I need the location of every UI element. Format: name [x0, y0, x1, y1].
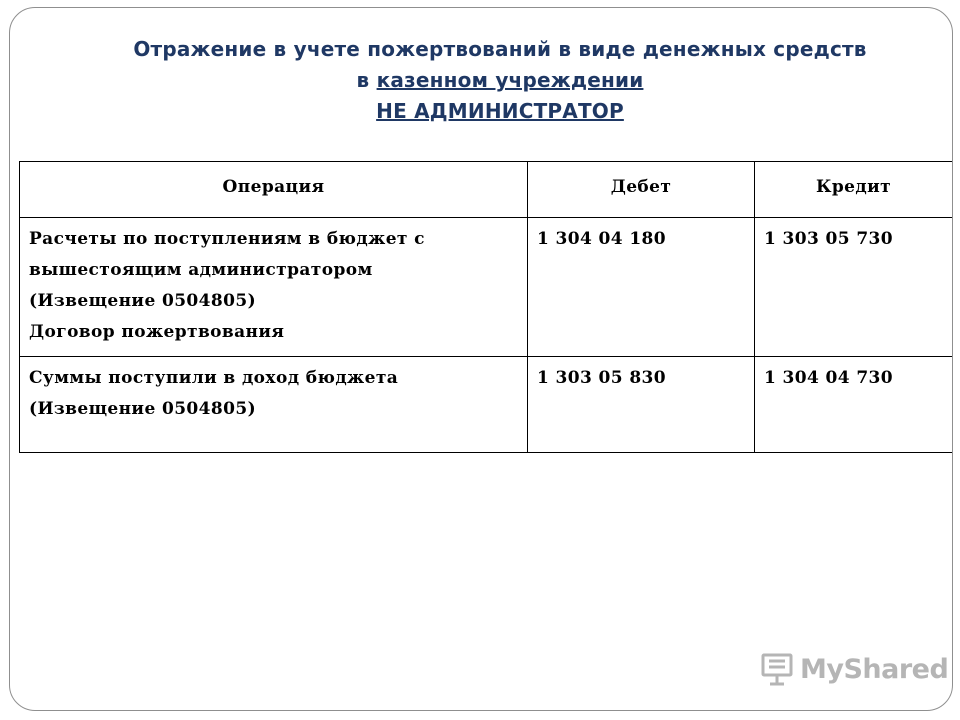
- credit-cell: 1 304 04 730: [755, 357, 953, 453]
- watermark-text: MyShared: [800, 653, 949, 685]
- operation-line: Расчеты по поступлениям в бюджет с: [29, 229, 425, 249]
- table-row: [20, 357, 953, 453]
- operation-line: вышестоящим администратором: [29, 260, 373, 280]
- slide-frame: [9, 7, 953, 711]
- title-underlined-institution: казенном учреждении: [376, 68, 644, 92]
- operation-cell: [20, 218, 528, 357]
- operation-line: (Извещение 0504805): [29, 291, 257, 311]
- table-header-row: [20, 162, 953, 218]
- header-credit: Кредит: [755, 162, 953, 218]
- title-line-3: [50, 96, 950, 127]
- operation-line: Договор пожертвования: [29, 322, 285, 342]
- operation-line: (Извещение 0504805): [29, 399, 257, 419]
- header-operation: Операция: [20, 162, 528, 218]
- title-line-1: Отражение в учете пожертвований в виде денежных средств: [133, 37, 867, 61]
- accounting-entries-table: [19, 161, 953, 453]
- title-line-2: [50, 65, 950, 96]
- title-not-administrator: НЕ АДМИНИСТРАТОР: [376, 99, 624, 123]
- table-row: [20, 218, 953, 357]
- debit-cell: 1 304 04 180: [528, 218, 755, 357]
- debit-cell: 1 303 05 830: [528, 357, 755, 453]
- slide-title: [50, 34, 950, 127]
- credit-cell: 1 303 05 730: [755, 218, 953, 357]
- myshared-watermark: [760, 651, 948, 687]
- operation-cell: [20, 357, 528, 453]
- presentation-board-icon: [760, 651, 794, 687]
- header-debit: Дебет: [528, 162, 755, 218]
- title-line-2-prefix: в: [356, 68, 377, 92]
- operation-line: Суммы поступили в доход бюджета: [29, 368, 399, 388]
